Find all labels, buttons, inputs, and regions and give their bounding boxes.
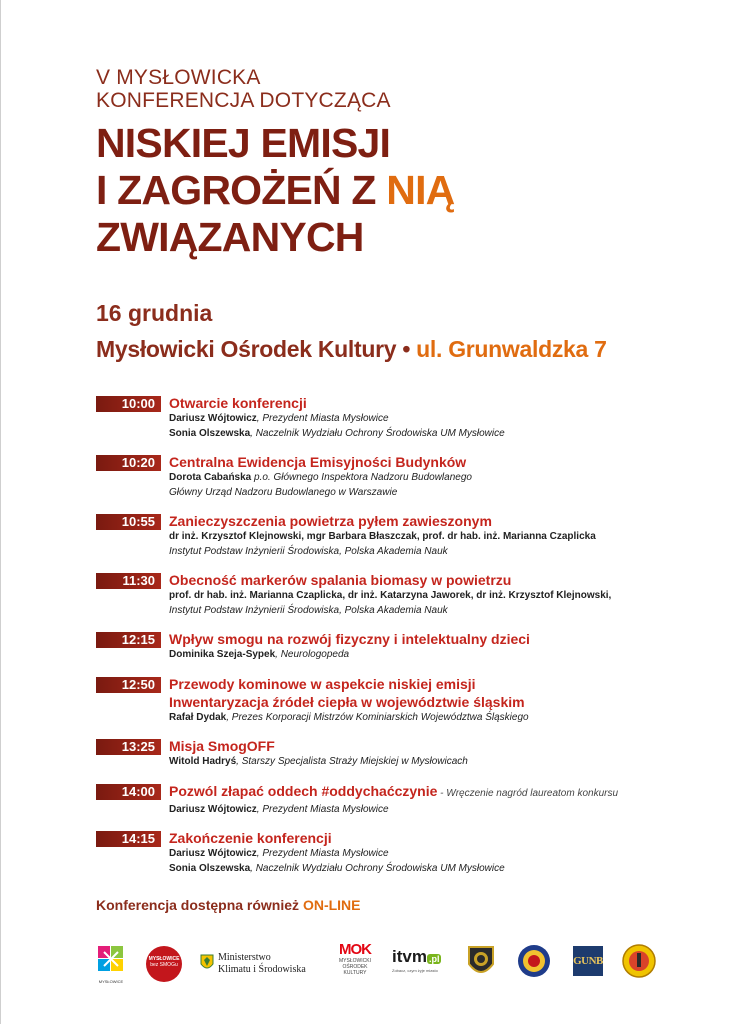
pre-title-line-2: KONFERENCJA DOTYCZĄCA [96, 89, 391, 112]
agenda-content [169, 394, 716, 441]
speaker-role: Instytut Podstaw Inżynierii Środowiska, Polska Akademia Nauk [169, 604, 448, 616]
agenda-item [96, 394, 716, 441]
agenda-title [169, 571, 716, 589]
myslowice-city-logo [96, 944, 126, 984]
online-highlight: ON-LINE [302, 897, 361, 913]
agenda-time: 10:55 [96, 514, 161, 530]
agenda-speaker-line [169, 755, 716, 770]
agenda-speaker-line [169, 648, 716, 663]
venue-street: ul. Grunwaldzka 7 [416, 336, 607, 362]
mok-line-3: KULTURY [343, 970, 367, 976]
mok-line-1: MYSŁOWICKI [339, 958, 371, 964]
agenda-title [169, 394, 716, 412]
agenda-content [169, 782, 716, 818]
speaker-name: Rafał Dydak [169, 711, 227, 723]
speaker-role: , Neurologopeda [275, 649, 350, 660]
gunb-logo: GUNB [573, 946, 603, 976]
agenda-speaker-line [169, 803, 716, 818]
itvm-logo [392, 948, 448, 980]
speaker-role: , Prezydent Miasta Mysłowice [256, 803, 389, 815]
agenda-title-text: Inwentaryzacja źródeł ciepła w województwie śląskim [169, 693, 525, 710]
agenda-title-text: Otwarcie konferencji [169, 395, 307, 411]
poster-header [96, 66, 716, 261]
online-notice [96, 897, 361, 913]
agenda-title [169, 737, 716, 755]
agenda-speaker-line [169, 847, 716, 862]
speaker-name: Sonia Olszewska [169, 427, 251, 439]
agenda-item [96, 737, 716, 770]
agenda-title [169, 453, 716, 471]
agenda-speaker-line [169, 604, 716, 619]
speaker-name: Dariusz Wójtowicz [169, 848, 257, 859]
agenda-item [96, 829, 716, 876]
speaker-name: prof. dr hab. inż. Marianna Czaplicka, dr inż. Katarzyna Jaworek, dr inż. Krzysztof Klejnowski, [169, 590, 612, 601]
bez-smogu-logo [146, 946, 182, 982]
agenda-time: 13:25 [96, 739, 161, 755]
event-date: 16 grudnia [96, 300, 213, 326]
agenda-speaker-line [169, 471, 716, 486]
agenda-title-text: Przewody kominowe w aspekcie niskiej emisji [169, 675, 476, 692]
agenda-title [169, 630, 716, 648]
speaker-name: Dominika Szeja-Sypek [169, 649, 276, 660]
speaker-name: Witold Hadryś [169, 756, 237, 767]
itvm-tagline: Zobacz, czym żyje miasto [392, 968, 438, 973]
main-title [96, 120, 716, 261]
agenda-speaker-line [169, 412, 716, 427]
agenda-speaker-line [169, 545, 716, 560]
speaker-role: , Starszy Specjalista Straży Miejskiej w Mysłowicach [236, 756, 468, 767]
chimney-sweeps-seal [622, 944, 656, 978]
page-border [0, 0, 1, 1024]
agenda-title-text: Wpływ smogu na rozwój fizyczny i intelektualny dzieci [169, 631, 530, 647]
agenda-time: 11:30 [96, 573, 161, 589]
online-text: Konferencja dostępna również [96, 897, 303, 913]
agenda-time: 14:15 [96, 831, 161, 847]
speaker-name: Sonia Olszewska [169, 862, 251, 874]
agenda-time: 10:00 [96, 396, 161, 412]
agenda-title-text: Zakończenie konferencji [169, 830, 332, 846]
agenda-content [169, 630, 716, 663]
ministry-logo [200, 952, 320, 980]
main-title-line-3: ZWIĄZANYCH [96, 214, 364, 260]
agenda-item [96, 782, 716, 818]
ministry-line-1: Ministerstwo [218, 952, 271, 963]
pre-title-line-1: V MYSŁOWICKA [96, 66, 261, 89]
mok-mark: MOK [339, 941, 371, 958]
main-title-line-2a: I ZAGROŻEŃ Z [96, 167, 387, 213]
speaker-name: Dariusz Wójtowicz [169, 413, 257, 424]
speaker-role: p.o. Głównego Inspektora Nadzoru Budowlanego [251, 472, 472, 483]
straz-miejska-badge [466, 944, 496, 980]
agenda-title-text: Centralna Ewidencja Emisyjności Budynków [169, 454, 467, 470]
itvm-tld: .pl [428, 954, 440, 964]
agenda-item [96, 512, 716, 559]
agenda-item [96, 630, 716, 663]
agenda-title-text: Misja SmogOFF [169, 738, 275, 754]
speaker-role: Instytut Podstaw Inżynierii Środowiska, Polska Akademia Nauk [169, 545, 448, 557]
academy-seal-icon [517, 944, 551, 978]
agenda-speaker-line [169, 711, 716, 726]
myslowice-mark-icon [96, 944, 126, 972]
agenda-speaker-line [169, 427, 716, 442]
agenda-list [96, 394, 716, 876]
agenda-time: 12:50 [96, 677, 161, 693]
agenda-speaker-line [169, 862, 716, 877]
speaker-name: Dariusz Wójtowicz [169, 803, 257, 815]
agenda-content [169, 571, 716, 618]
bez-smogu-line-2: bez SMOGu [150, 962, 178, 968]
agenda-item [96, 453, 716, 500]
agenda-content [169, 829, 716, 876]
bez-smogu-line-1: MYSŁOWICE [148, 956, 180, 962]
speaker-role: , Prezydent Miasta Mysłowice [256, 848, 389, 859]
agenda-content [169, 512, 716, 559]
agenda-title [169, 512, 716, 530]
speaker-role: Główny Urząd Nadzoru Budowlanego w Warszawie [169, 486, 398, 498]
venue-name: Mysłowicki Ośrodek Kultury [96, 336, 397, 362]
agenda-title-text: Zanieczyszczenia powietrza pyłem zawieszonym [169, 513, 492, 529]
mok-logo [334, 942, 376, 986]
agenda-title [169, 829, 716, 847]
partner-logos [0, 938, 741, 988]
agenda-time: 10:20 [96, 455, 161, 471]
badge-shield-icon [466, 944, 496, 980]
agenda-content [169, 737, 716, 770]
speaker-role: , Prezydent Miasta Mysłowice [256, 413, 389, 424]
mok-line-2: OŚRODEK [342, 964, 368, 970]
agenda-content [169, 453, 716, 500]
main-title-line-1: NISKIEJ EMISJI [96, 120, 391, 166]
agenda-content [169, 675, 716, 726]
agenda-title-text: Pozwól złapać oddech #oddychaćczynie [169, 782, 438, 799]
agenda-title [169, 675, 716, 693]
event-info [96, 298, 716, 364]
academy-seal [517, 944, 551, 978]
ministry-emblem-icon [200, 954, 214, 972]
agenda-time: 14:00 [96, 784, 161, 800]
speaker-name: Dorota Cabańska [169, 472, 252, 483]
agenda-title [169, 782, 716, 803]
agenda-speaker-line [169, 530, 716, 545]
agenda-time: 12:15 [96, 632, 161, 648]
agenda-item [96, 571, 716, 618]
event-place [96, 334, 716, 364]
speaker-role: , Naczelnik Wydziału Ochrony Środowiska UM Mysłowice [250, 862, 505, 874]
agenda-speaker-line [169, 486, 716, 501]
main-title-line-2 [96, 167, 716, 214]
itvm-mark: itvm [392, 947, 427, 966]
chimney-sweeps-seal-icon [622, 944, 656, 978]
agenda-title [169, 693, 716, 711]
agenda-item [96, 675, 716, 726]
myslowice-label: MYSŁOWICE [98, 979, 124, 984]
main-title-line-2b: NIĄ [386, 167, 455, 213]
speaker-role: , Naczelnik Wydziału Ochrony Środowiska UM Mysłowice [250, 427, 505, 439]
speaker-role: , Prezes Korporacji Mistrzów Kominiarskich Województwa Śląskiego [226, 711, 529, 723]
agenda-title-note: - Wręczenie nagród laureatom konkursu [437, 787, 619, 799]
speaker-name: dr inż. Krzysztof Klejnowski, mgr Barbara Błaszczak, prof. dr hab. inż. Marianna Czaplicka [169, 531, 596, 542]
agenda-title-text: Obecność markerów spalania biomasy w powietrzu [169, 572, 512, 588]
agenda-speaker-line [169, 589, 716, 604]
ministry-line-2: Klimatu i Środowiska [218, 964, 306, 975]
venue-separator: • [396, 336, 417, 362]
